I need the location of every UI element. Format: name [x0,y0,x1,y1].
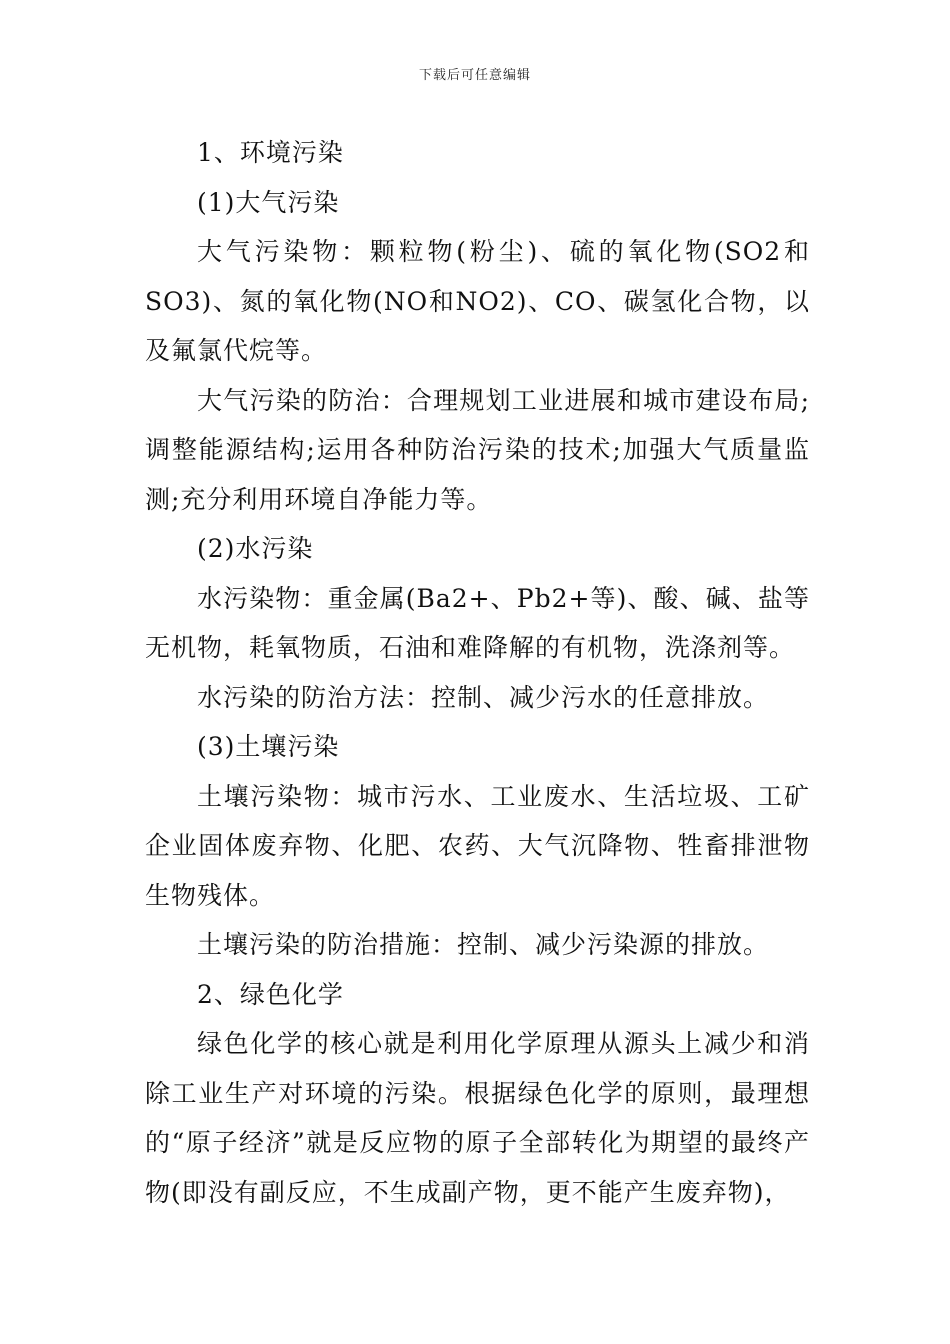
section-heading-environmental-pollution: 1、环境污染 [197,138,344,167]
paragraph-air-pollutants: 大气污染物：颗粒物(粉尘)、硫的氧化物(SO2和SO3)、氮的氧化物(NO和NO2)、CO、碳氢化合物，以及氟氯代烷等。 [145,237,810,365]
paragraph-water-pollution-control: 水污染的防治方法：控制、减少污水的任意排放。 [197,682,770,712]
subsection-heading-water-pollution: (2)水污染 [197,534,314,563]
section-heading-green-chemistry: 2、绿色化学 [197,979,344,1009]
paragraph-green-chemistry: 绿色化学的核心就是利用化学原理从源头上减少和消除工业生产对环境的污染。根据绿色化学的原则，最理想的“原子经济”就是反应物的原子全部转化为期望的最终产物(即没有副反应，不生成副产物，更不能产生废弃物)， [145,1029,810,1207]
paragraph-air-pollution-control: 大气污染的防治：合理规划工业进展和城市建设布局;调整能源结构;运用各种防治污染的技术;加强大气质量监测;充分利用环境自净能力等。 [145,385,810,514]
page-header-note: 下载后可任意编辑 [418,68,531,83]
paragraph-soil-pollutants: 土壤污染物：城市污水、工业废水、生活垃圾、工矿企业固体废弃物、化肥、农药、大气沉降物、牲畜排泄物生物残体。 [145,781,810,910]
document-body [145,128,810,1217]
subsection-heading-soil-pollution: (3)土壤污染 [197,732,340,761]
paragraph-water-pollutants: 水污染物：重金属(Ba2+、Pb2+等)、酸、碱、盐等无机物，耗氧物质，石油和难降解的有机物，洗涤剂等。 [145,583,810,662]
paragraph-soil-pollution-control: 土壤污染的防治措施：控制、减少污染源的排放。 [197,930,770,959]
subsection-heading-air-pollution: (1)大气污染 [197,187,340,217]
